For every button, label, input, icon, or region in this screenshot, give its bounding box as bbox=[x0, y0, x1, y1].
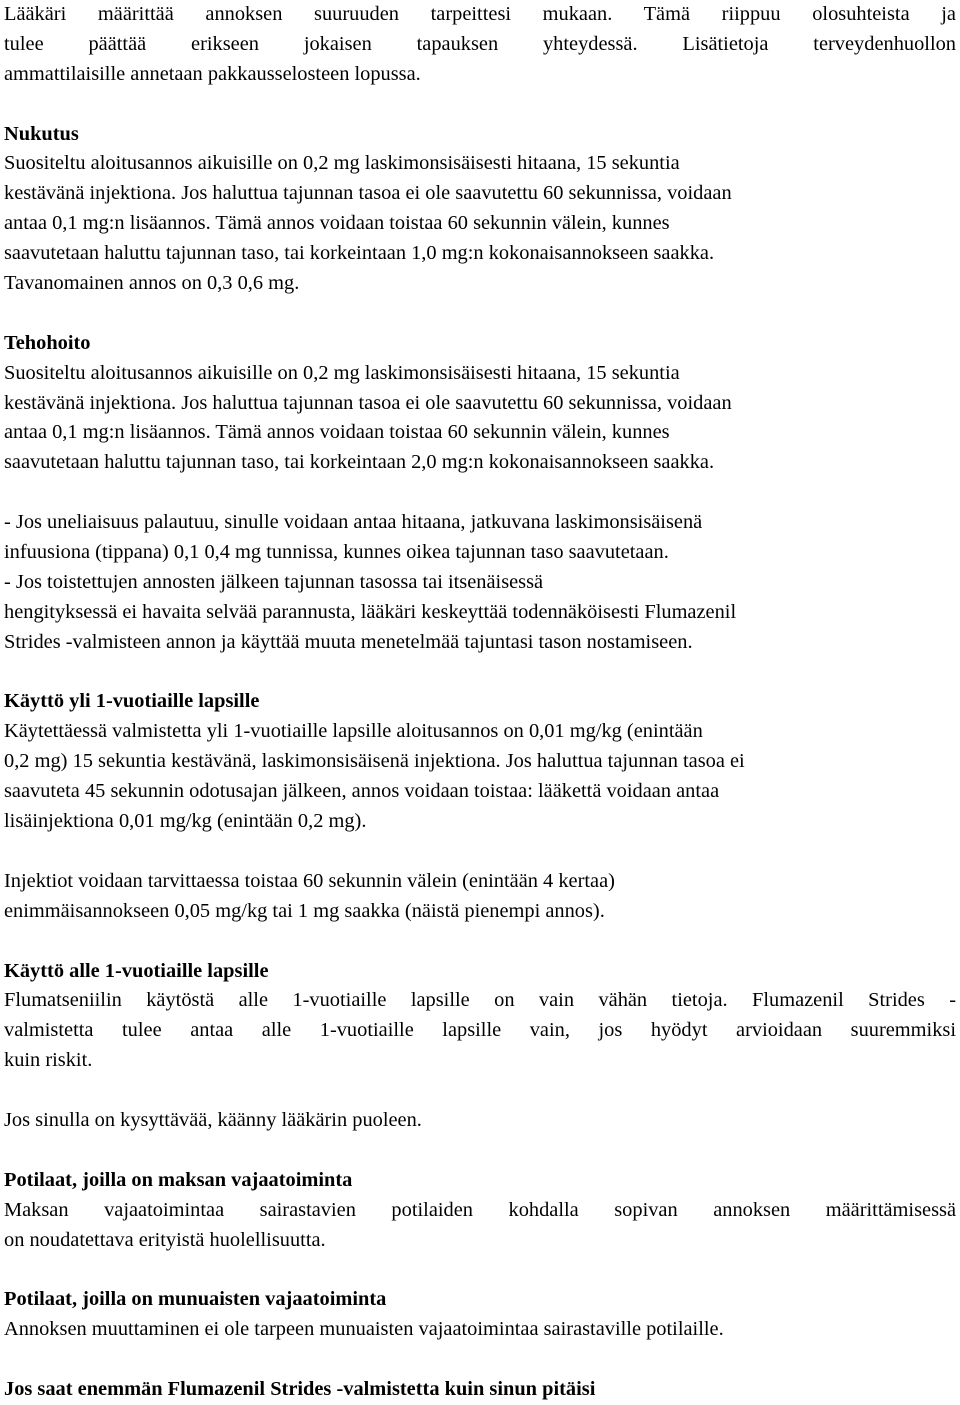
body-line: kestävänä injektiona. Jos haluttua tajunnan tasoa ei ole saavutettu 60 sekunnissa, voidaan bbox=[4, 391, 732, 414]
body-line: kestävänä injektiona. Jos haluttua tajunnan tasoa ei ole saavutettu 60 sekunnissa, voidaan bbox=[4, 182, 732, 205]
body-line: hengityksessä ei havaita selvää parannusta, lääkäri keskeyttää todennäköisesti Flumazenil bbox=[4, 600, 737, 623]
body-line: valmistetta tulee antaa alle 1-vuotiaille lapsille vain, jos hyödyt arvioidaan suuremmiksi bbox=[4, 1019, 956, 1042]
section-children-under-1 bbox=[4, 957, 956, 1136]
document-page bbox=[4, 0, 956, 1405]
body-line: Tavanomainen annos on 0,3 0,6 mg. bbox=[4, 272, 300, 295]
body-line: antaa 0,1 mg:n lisäannos. Tämä annos voidaan toistaa 60 sekunnin välein, kunnes bbox=[4, 421, 670, 444]
section-heading: Käyttö alle 1-vuotiaille lapsille bbox=[4, 959, 269, 982]
section-heading: Nukutus bbox=[4, 122, 79, 145]
intro-line-3: ammattilaisille annetaan pakkausselosteen lopussa. bbox=[4, 62, 421, 85]
section-overdose bbox=[4, 1375, 956, 1405]
body-line: saavutetaan haluttu tajunnan taso, tai korkeintaan 1,0 mg:n kokonaisannokseen saakka. bbox=[4, 242, 715, 265]
body-line: saavuteta 45 sekunnin odotusajan jälkeen, annos voidaan toistaa: lääkettä voidaan antaa bbox=[4, 780, 720, 803]
intro-paragraph bbox=[4, 0, 956, 90]
section-liver bbox=[4, 1166, 956, 1256]
section-notes bbox=[4, 508, 956, 657]
body-line: kuin riskit. bbox=[4, 1049, 93, 1072]
body-line: enimmäisannokseen 0,05 mg/kg tai 1 mg saakka (näistä pienempi annos). bbox=[4, 899, 605, 922]
section-heading: Potilaat, joilla on munuaisten vajaatoiminta bbox=[4, 1288, 387, 1311]
body-line: Jos sinulla on kysyttävää, käänny lääkärin puoleen. bbox=[4, 1108, 422, 1131]
body-line: on noudatettava erityistä huolellisuutta. bbox=[4, 1228, 326, 1251]
body-line: saavutetaan haluttu tajunnan taso, tai korkeintaan 2,0 mg:n kokonaisannokseen saakka. bbox=[4, 451, 715, 474]
section-heading: Potilaat, joilla on maksan vajaatoiminta bbox=[4, 1168, 353, 1191]
intro-line-2: tulee päättää erikseen jokaisen tapauksen yhteydessä. Lisätietoja terveydenhuollon bbox=[4, 32, 956, 55]
intro-line-1: Lääkäri määrittää annoksen suuruuden tarpeittesi mukaan. Tämä riippuu olosuhteista ja bbox=[4, 3, 956, 25]
section-heading: Jos saat enemmän Flumazenil Strides -valmistetta kuin sinun pitäisi bbox=[4, 1377, 596, 1400]
section-children-over-1 bbox=[4, 687, 956, 926]
body-line: Suositeltu aloitusannos aikuisille on 0,2 mg laskimonsisäisesti hitaana, 15 sekuntia bbox=[4, 361, 680, 384]
body-line: Käytettäessä valmistetta yli 1-vuotiaille lapsille aloitusannos on 0,01 mg/kg (enintään bbox=[4, 720, 703, 743]
section-heading: Käyttö yli 1-vuotiaille lapsille bbox=[4, 690, 260, 713]
body-line: 0,2 mg) 15 sekuntia kestävänä, laskimonsisäisenä injektiona. Jos haluttua tajunnan tasoa ei bbox=[4, 750, 745, 773]
body-line: lisäinjektiona 0,01 mg/kg (enintään 0,2 mg). bbox=[4, 810, 367, 833]
body-line: Flumatseniilin käytöstä alle 1-vuotiaille lapsille on vain vähän tietoja. Flumazenil Strides - bbox=[4, 989, 956, 1012]
body-line: Suositeltu aloitusannos aikuisille on 0,2 mg laskimonsisäisesti hitaana, 15 sekuntia bbox=[4, 152, 680, 175]
body-line: Strides -valmisteen annon ja käyttää muuta menetelmää tajuntasi tason nostamiseen. bbox=[4, 630, 693, 653]
section-nukutus bbox=[4, 120, 956, 299]
body-line: antaa 0,1 mg:n lisäannos. Tämä annos voidaan toistaa 60 sekunnin välein, kunnes bbox=[4, 212, 670, 235]
body-line: Maksan vajaatoimintaa sairastavien potilaiden kohdalla sopivan annoksen määrittämisessä bbox=[4, 1198, 956, 1221]
section-kidney bbox=[4, 1285, 956, 1345]
body-line: Annoksen muuttaminen ei ole tarpeen munuaisten vajaatoimintaa sairastaville potilaille. bbox=[4, 1318, 724, 1341]
body-line: - Jos uneliaisuus palautuu, sinulle voidaan antaa hitaana, jatkuvana laskimonsisäisenä bbox=[4, 511, 703, 534]
body-line: infuusiona (tippana) 0,1 0,4 mg tunnissa, kunnes oikea tajunnan taso saavutetaan. bbox=[4, 541, 669, 564]
body-line: - Jos toistettujen annosten jälkeen tajunnan tasossa tai itsenäisessä bbox=[4, 570, 544, 593]
section-tehohoito bbox=[4, 329, 956, 478]
section-heading: Tehohoito bbox=[4, 331, 91, 354]
body-line: Injektiot voidaan tarvittaessa toistaa 60 sekunnin välein (enintään 4 kertaa) bbox=[4, 869, 615, 892]
